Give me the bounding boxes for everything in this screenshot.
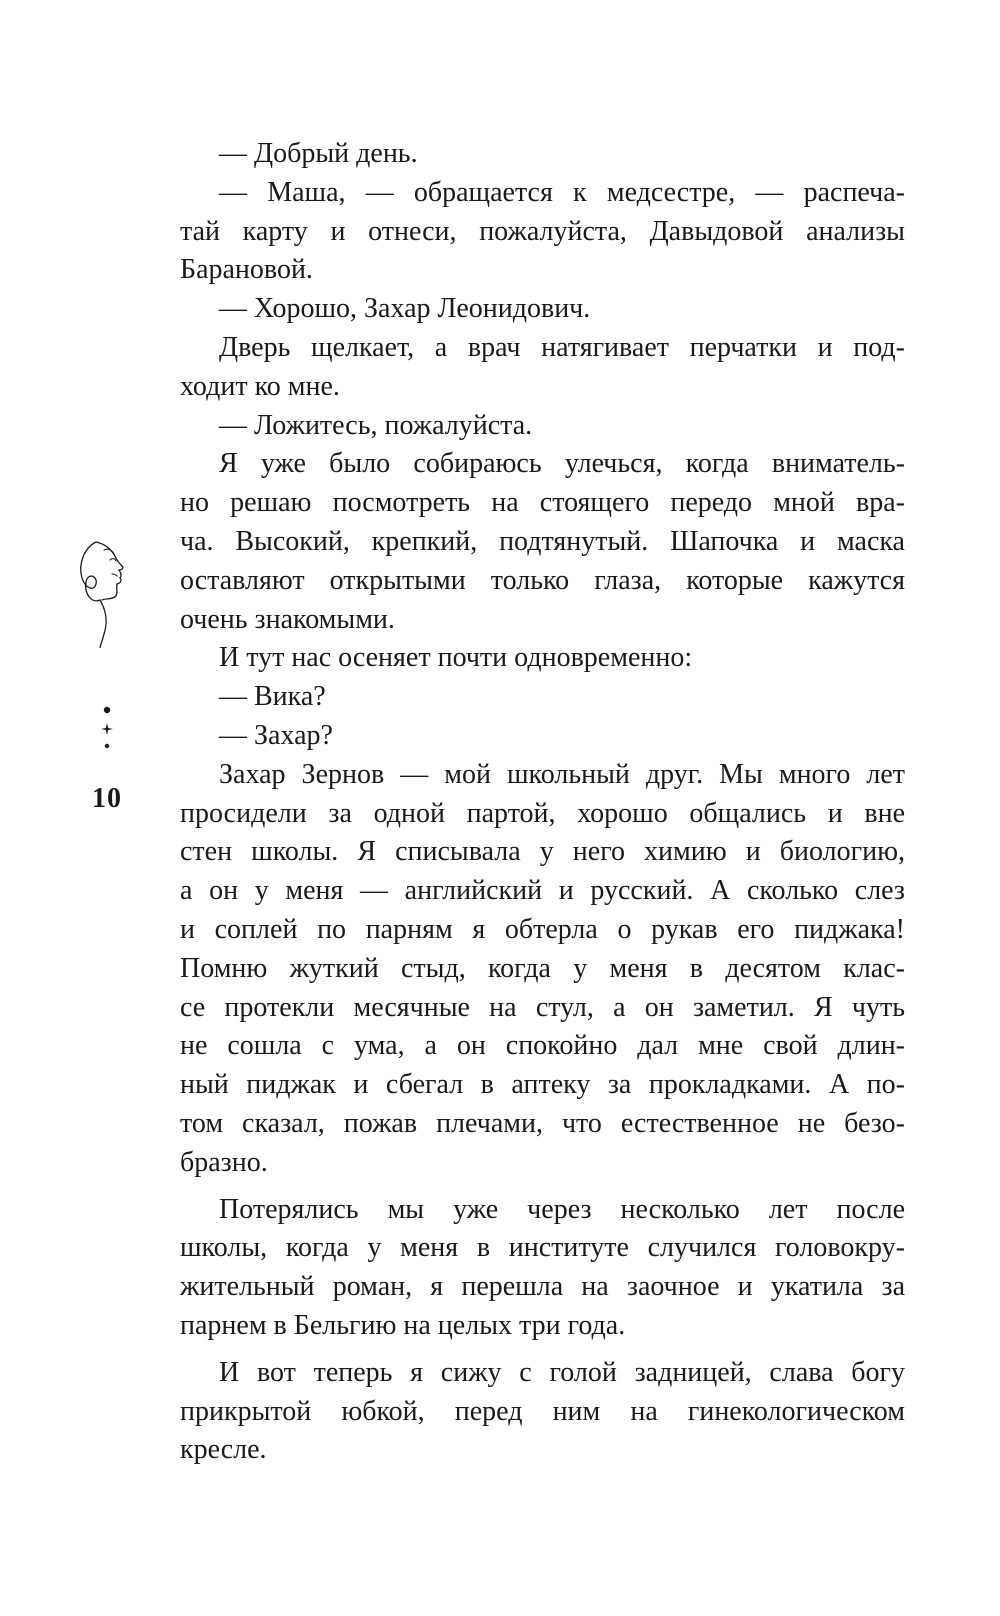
face-profile-line-art-icon — [72, 538, 152, 648]
text-line: кресле. — [180, 1434, 267, 1466]
text-line: прикрытой юбкой, перед ним на гинекологическом — [180, 1395, 905, 1427]
text-line: не сошла с ума, а он спокойно дал мне свой длин- — [180, 1030, 905, 1062]
text-line: — Захар? — [219, 719, 333, 751]
text-line: Я уже было собираюсь улечься, когда вниматель- — [219, 448, 905, 480]
text-line: тай карту и отнеси, пожалуйста, Давыдовой анализы — [180, 215, 905, 247]
text-line: ный пиджак и сбегал в аптеку за прокладками. А по- — [180, 1069, 905, 1101]
text-line: парнем в Бельгию на целых три года. — [180, 1309, 626, 1341]
text-line: бразно. — [180, 1146, 268, 1178]
text-line: се протекли месячные на стул, а он заметил. Я чуть — [180, 991, 905, 1023]
text-line: — Вика? — [219, 681, 326, 713]
text-line: оставляют открытыми только глаза, которые кажутся — [180, 564, 905, 596]
text-line: И тут нас осеняет почти одновременно: — [219, 642, 693, 674]
text-line: — Ложитесь, пожалуйста. — [219, 409, 533, 441]
text-line: и соплей по парням я обтерла о рукав его пиджака! — [180, 913, 905, 945]
text-line: Потерялись мы уже через несколько лет после — [219, 1193, 905, 1225]
text-line: а он у меня — английский и русский. А сколько слез — [180, 875, 905, 907]
text-line: — Маша, — обращается к медсестре, — распеча- — [219, 176, 905, 208]
text-line: жительный роман, я перешла на заочное и укатила за — [180, 1271, 905, 1303]
text-line: И вот теперь я сижу с голой задницей, слава богу — [219, 1356, 905, 1388]
text-line: — Хорошо, Захар Леонидович. — [219, 293, 591, 325]
text-line: Помню жуткий стыд, когда у меня в десятом клас- — [180, 952, 905, 984]
text-line: просидели за одной партой, хорошо общались и вне — [180, 797, 905, 829]
text-line: но решаю посмотреть на стоящего передо мной вра- — [180, 487, 905, 519]
text-line: ча. Высокий, крепкий, подтянутый. Шапочка и маска — [180, 525, 905, 557]
body-text — [180, 135, 905, 1470]
text-line: Захар Зернов — мой школьный друг. Мы много лет — [219, 758, 905, 790]
text-line: — Добрый день. — [219, 138, 418, 169]
text-line: стен школы. Я списывала у него химию и биологию, — [180, 836, 905, 868]
text-line: очень знакомыми. — [180, 603, 395, 635]
text-line: Барановой. — [180, 254, 313, 286]
text-line: ходит ко мне. — [180, 370, 340, 402]
text-line: школы, когда у меня в институте случился головокру- — [180, 1232, 905, 1264]
text-line: Дверь щелкает, а врач натягивает перчатки и под- — [219, 331, 905, 363]
text-line: том сказал, пожав плечами, что естественное не безо- — [180, 1107, 905, 1139]
vertical-dots-star-icon — [100, 706, 114, 752]
page-number: 10 — [92, 783, 122, 814]
